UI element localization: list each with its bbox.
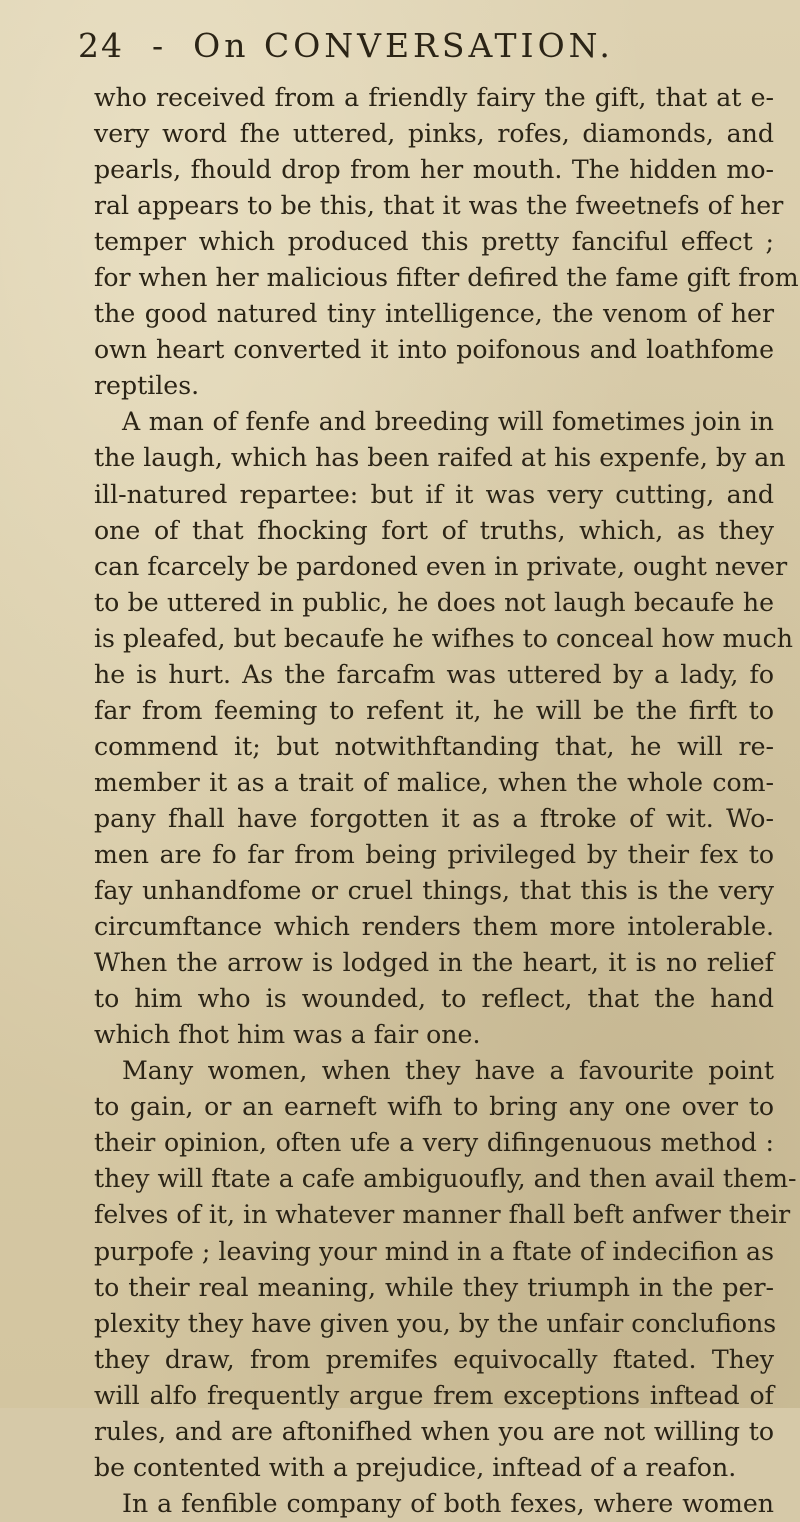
text-line: to gain, or an earneft wifh to bring any one over to xyxy=(94,1092,774,1122)
text-line: to him who is wounded, to reflect, that the hand xyxy=(94,984,774,1014)
text-line: which fhot him was a fair one. xyxy=(94,1020,481,1050)
text-line: circumftance which renders them more intolerable. xyxy=(94,912,774,942)
text-line: one of that fhocking fort of truths, which, as they xyxy=(94,515,774,545)
text-line: temper which produced this pretty fanciful effect ; xyxy=(94,227,774,257)
text-line: will alfo frequently argue frem exceptions inftead of xyxy=(94,1380,774,1410)
text-line: pany fhall have forgotten it as a ftroke of wit. Wo- xyxy=(94,803,774,833)
text-line: far from feeming to refent it, he will be the firft to xyxy=(94,695,774,725)
text-line: he is hurt. As the farcafm was uttered by a lady, fo xyxy=(94,659,774,689)
body-text xyxy=(94,80,799,1522)
text-line: very word fhe uttered, pinks, rofes, diamonds, and xyxy=(94,119,774,149)
text-line: fay unhandfome or cruel things, that this is the very xyxy=(94,876,774,906)
text-line: can fcarcely be pardoned even in private, ought never xyxy=(94,551,788,581)
text-line: own heart converted it into poifonous and loathfome xyxy=(94,335,774,365)
text-line: to be uttered in public, he does not laugh becaufe he xyxy=(94,587,774,617)
text-line: the laugh, which has been raifed at his expenfe, by an xyxy=(94,443,786,473)
text-line: commend it; but notwithftanding that, he will re- xyxy=(94,731,774,761)
paragraph-start-line: In a fenfible company of both fexes, where women xyxy=(122,1488,774,1518)
text-line: be contented with a prejudice, inftead of a reafon. xyxy=(94,1452,737,1482)
paragraph-start-line: Many women, when they have a favourite point xyxy=(122,1056,774,1086)
text-line: for when her malicious fifter defired the fame gift from xyxy=(94,263,799,293)
text-line: men are fo far from being privileged by their fex to xyxy=(94,839,774,869)
text-line: their opinion, often ufe a very difingenuous method : xyxy=(94,1128,774,1158)
text-line: When the arrow is lodged in the heart, it is no relief xyxy=(94,948,774,978)
header-dash: - xyxy=(152,26,166,65)
text-line: is pleafed, but becaufe he wifhes to conceal how much xyxy=(94,623,793,653)
text-line: ill-natured repartee: but if it was very cutting, and xyxy=(94,479,774,509)
text-line: the good natured tiny intelligence, the venom of her xyxy=(94,299,774,329)
running-head xyxy=(78,26,740,76)
text-line: rules, and are aftonifhed when you are not willing to xyxy=(94,1416,774,1446)
paragraph-start-line: A man of fenfe and breeding will fometimes join in xyxy=(122,407,774,437)
text-line: who received from a friendly fairy the gift, that at e- xyxy=(94,83,774,112)
running-title: On CONVERSATION. xyxy=(193,26,614,65)
text-line: they will ftate a cafe ambiguoufly, and then avail them- xyxy=(94,1164,797,1194)
text-line: member it as a trait of malice, when the whole com- xyxy=(94,767,774,797)
text-line: reptiles. xyxy=(94,371,200,401)
text-line: they draw, from premifes equivocally ftated. They xyxy=(94,1344,774,1374)
page-number: 24 xyxy=(78,26,124,65)
text-line: pearls, fhould drop from her mouth. The hidden mo- xyxy=(94,155,774,185)
text-line: felves of it, in whatever manner fhall beft anfwer their xyxy=(94,1200,791,1230)
text-line: ral appears to be this, that it was the fweetnefs of her xyxy=(94,191,784,221)
text-line: purpofe ; leaving your mind in a ftate of indecifion as xyxy=(94,1236,774,1266)
text-line: plexity they have given you, by the unfair conclufions xyxy=(94,1308,777,1338)
text-line: to their real meaning, while they triumph in the per- xyxy=(94,1272,774,1302)
